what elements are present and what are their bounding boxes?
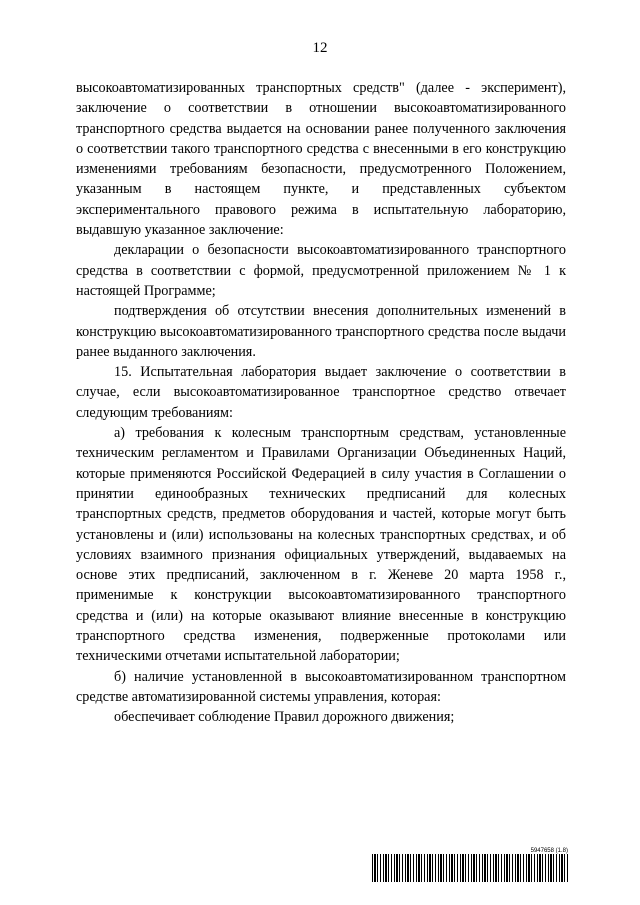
paragraph: декларации о безопасности высокоавтоматизированного транспортного средства в соответствии с формой, предусмотренной приложением № 1 к настоящей Программе; <box>76 242 566 299</box>
paragraph: подтверждения об отсутствии внесения дополнительных изменений в конструкцию высокоавтоматизированного транспортного средства после выдачи ранее выданного заключения. <box>76 303 566 360</box>
paragraph: б) наличие установленной в высокоавтоматизированном транспортном средстве автоматизированной системы управления, которая: <box>76 668 566 705</box>
page-number: 12 <box>312 40 328 56</box>
paragraph: а) требования к колесным транспортным средствам, установленные техническим регламентом и Правилами Организации Объединенных Наций, которые применяются Российской Федерацией в силу участия в Соглашении о принятии единообразных технических предписаний для колесных транспортных средств, предметов оборудования и частей, которые могут быть установлены и (или) использованы на колесных транспортных средствах, и об условиях взаимного признания официальных утверждений, выдаваемых на основе этих предписаний, заключенном в г. Женеве 20 марта 1958 г., применимые к конструкции высокоавтоматизированного транспортного средства и (или) на которые оказывают влияние внесенные в конструкцию транспортного средства изменения, подверженные протоколами или техническими отчетами испытательной лаборатории; <box>76 425 566 665</box>
barcode-bars <box>372 854 568 882</box>
barcode <box>372 848 568 882</box>
barcode-label: 5947658 (1.8) <box>530 848 568 854</box>
paragraph: обеспечивает соблюдение Правил дорожного движения; <box>114 709 455 726</box>
paragraph: 15. Испытательная лаборатория выдает заключение о соответствии в случае, если высокоавтоматизированное транспортное средство отвечает следующим требованиям: <box>76 364 566 421</box>
paragraph: высокоавтоматизированных транспортных средств" (далее - эксперимент), заключение о соответствии в отношении высокоавтоматизированного транспортного средства выдается на основании ранее полученного заключения о соответствии такого транспортного средства с внесенными в его конструкцию изменениями требованиям безопасности, предусмотренного Положением, указанным в настоящем пункте, и представленных субъектом экспериментального правового режима в испытательную лабораторию, выдавшую указанное заключение: <box>76 80 566 239</box>
document-body <box>76 78 566 728</box>
